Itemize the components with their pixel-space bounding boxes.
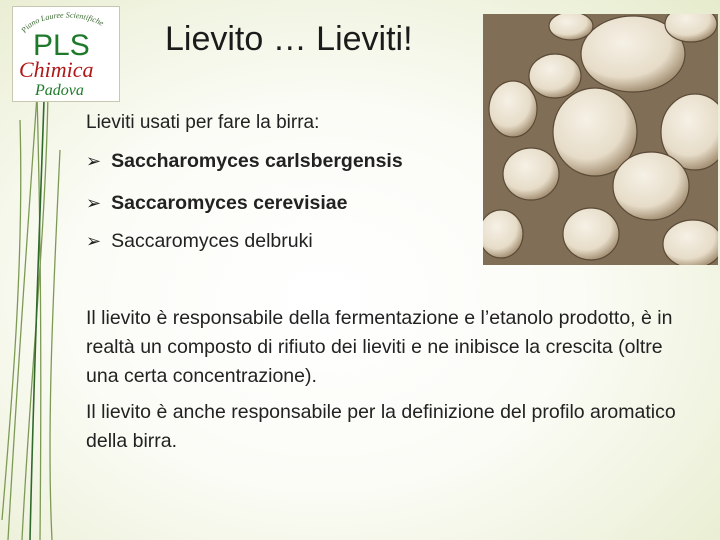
list-item-label: Saccaromyces cerevisiae — [111, 192, 348, 214]
logo-padova-text: Padova — [35, 82, 84, 99]
logo-chimica-text: Chimica — [19, 57, 94, 82]
paragraph-aroma: Il lievito è anche responsabile per la definizione del profilo aromatico della birra. — [86, 401, 676, 452]
intro-text: Lieviti usati per fare la birra: — [86, 112, 320, 133]
logo-pls-text: PLS — [33, 29, 90, 62]
logo-arc-text: Piano Lauree Scientifiche — [19, 10, 106, 35]
yeast-microscope-photo — [483, 14, 718, 265]
slide-title: Lievito … Lieviti! — [165, 20, 413, 58]
list-item — [86, 192, 347, 215]
list-item — [86, 230, 313, 253]
arrow-bullet-icon: ➢ — [86, 151, 102, 172]
pls-chimica-padova-logo — [12, 6, 120, 102]
list-item-label: Saccharomyces carlsbergensis — [111, 150, 403, 172]
arrow-bullet-icon: ➢ — [86, 193, 102, 214]
arrow-bullet-icon: ➢ — [86, 231, 102, 252]
list-item-label: Saccaromyces delbruki — [111, 230, 313, 252]
yeast-list — [86, 150, 486, 270]
paragraph-fermentation: Il lievito è responsabile della fermentazione e l’etanolo prodotto, è in realtà un composto di rifiuto dei lieviti e ne inibisce la crescita (oltre una certa concentrazione). — [86, 307, 673, 387]
list-item — [86, 150, 403, 173]
